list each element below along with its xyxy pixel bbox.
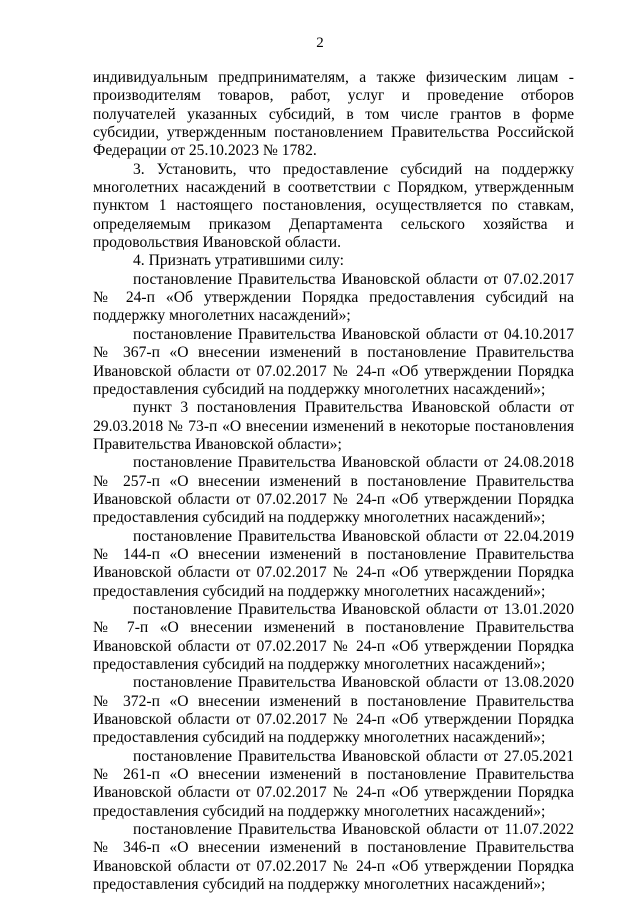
repealed-act-2019-144p: постановление Правительства Ивановской области от 22.04.2019 № 144-п «О внесении изменений в постановление Правительства Ивановской области от 07.02.2017 № 24-п «Об утверждении Порядка предоставления субсидий на поддержку многолетних насаждений»; — [93, 527, 574, 600]
repealed-act-2020-372p: постановление Правительства Ивановской области от 13.08.2020 № 372-п «О внесении изменений в постановление Правительства Ивановской области от 07.02.2017 № 24-п «Об утверждении Порядка предоставления субсидий на поддержку многолетних насаждений»; — [93, 674, 574, 747]
paragraph-item-4: 4. Признать утратившими силу: — [133, 252, 344, 270]
document-body — [93, 69, 574, 894]
repealed-act-2022-346p: постановление Правительства Ивановской области от 11.07.2022 № 346-п «О внесении изменений в постановление Правительства Ивановской области от 07.02.2017 № 24-п «Об утверждении Порядка предоставления субсидий на поддержку многолетних насаждений»; — [93, 821, 574, 894]
repealed-act-2017-367p: постановление Правительства Ивановской области от 04.10.2017 № 367-п «О внесении изменений в постановление Правительства Ивановской области от 07.02.2017 № 24-п «Об утверждении Порядка предоставления субсидий на поддержку многолетних насаждений»; — [93, 325, 574, 398]
repealed-act-2020-7p: постановление Правительства Ивановской области от 13.01.2020 № 7-п «О внесении изменений в постановление Правительства Ивановской области от 07.02.2017 № 24-п «Об утверждении Порядка предоставления субсидий на поддержку многолетних насаждений»; — [93, 600, 574, 673]
repealed-act-2018-257p: постановление Правительства Ивановской области от 24.08.2018 № 257-п «О внесении изменений в постановление Правительства Ивановской области от 07.02.2017 № 24-п «Об утверждении Порядка предоставления субсидий на поддержку многолетних насаждений»; — [93, 454, 574, 527]
repealed-act-2017-24p: постановление Правительства Ивановской области от 07.02.2017 № 24-п «Об утверждении Порядка предоставления субсидий на поддержку многолетних насаждений»; — [93, 270, 574, 325]
paragraph-continuation: индивидуальным предпринимателям, а также физическим лицам - производителям товаров, работ, услуг и проведение отборов получателей указанных субсидий, в том числе грантов в форме субсидии, утвержденным постановлением Правительства Российской Федерации от 25.10.2023 № 1782. — [93, 69, 574, 160]
paragraph-item-3: 3. Установить, что предоставление субсидий на поддержку многолетних насаждений в соответствии с Порядком, утвержденным пунктом 1 настоящего постановления, осуществляется по ставкам, определяемым приказом Департамента сельского хозяйства и продовольствия Ивановской области. — [93, 160, 574, 252]
repealed-act-2018-73p-item3: пункт 3 постановления Правительства Ивановской области от 29.03.2018 № 73-п «О внесении изменений в некоторые постановления Правительства Ивановской области»; — [93, 399, 574, 453]
page-number: 2 — [316, 35, 324, 51]
repealed-act-2021-261p: постановление Правительства Ивановской области от 27.05.2021 № 261-п «О внесении изменений в постановление Правительства Ивановской области от 07.02.2017 № 24-п «Об утверждении Порядка предоставления субсидий на поддержку многолетних насаждений»; — [93, 747, 574, 820]
